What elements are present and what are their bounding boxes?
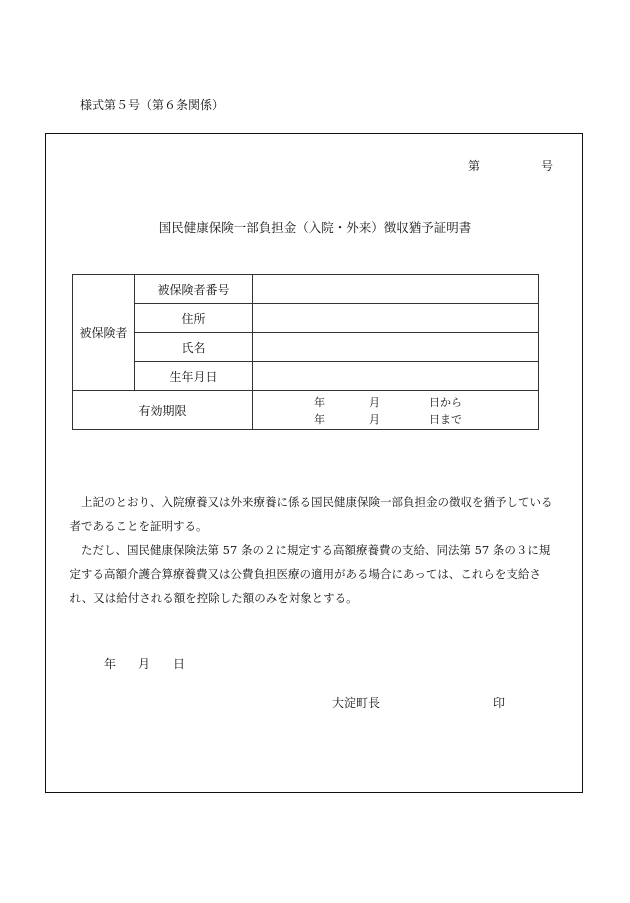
to-month: 月 bbox=[369, 412, 380, 426]
table-row bbox=[73, 275, 539, 304]
from-month: 月 bbox=[369, 395, 380, 409]
row-label-birthdate: 生年月日 bbox=[135, 362, 253, 391]
row-label-name: 氏名 bbox=[135, 333, 253, 362]
table-row bbox=[73, 362, 539, 391]
to-day: 日まで bbox=[429, 412, 462, 426]
date-day: 日 bbox=[173, 657, 186, 671]
from-day: 日から bbox=[429, 395, 462, 409]
date-month: 月 bbox=[138, 657, 151, 671]
certification-text bbox=[69, 490, 553, 610]
validity-period-field[interactable] bbox=[253, 391, 539, 430]
table-row bbox=[73, 304, 539, 333]
to-year: 年 bbox=[314, 412, 325, 426]
name-field[interactable] bbox=[253, 333, 539, 362]
table-row bbox=[73, 391, 539, 430]
row-label-address: 住所 bbox=[135, 304, 253, 333]
insured-number-field[interactable] bbox=[253, 275, 539, 304]
number-suffix: 号 bbox=[541, 159, 554, 173]
validity-from-line bbox=[253, 393, 538, 410]
row-label-insured-number: 被保険者番号 bbox=[135, 275, 253, 304]
form-number-label: 様式第５号（第６条関係） bbox=[80, 98, 225, 112]
address-field[interactable] bbox=[253, 304, 539, 333]
body-paragraph-2: ただし、国民健康保険法第 57 条の２に規定する高額療養費の支給、同法第 57 条の３に規定する高額介護合算療養費又は公費負担医療の適用がある場合にあっては、これらを支給され、又は給付される額を控除した額のみを対象とする。 bbox=[69, 543, 551, 605]
issuer-name: 大淀町長 bbox=[332, 696, 381, 710]
validity-label: 有効期限 bbox=[73, 391, 253, 430]
date-year: 年 bbox=[104, 657, 117, 671]
from-year: 年 bbox=[314, 395, 325, 409]
validity-to-line bbox=[253, 410, 538, 427]
number-prefix: 第 bbox=[468, 159, 481, 173]
birthdate-field[interactable] bbox=[253, 362, 539, 391]
seal-mark: 印 bbox=[493, 696, 506, 710]
insured-group-label: 被保険者 bbox=[73, 275, 135, 391]
document-title: 国民健康保険一部負担金（入院・外来）徴収猶予証明書 bbox=[158, 220, 472, 235]
table-row bbox=[73, 333, 539, 362]
insured-info-table bbox=[72, 274, 539, 430]
body-paragraph-1: 上記のとおり、入院療養又は外来療養に係る国民健康保険一部負担金の徴収を猶予している者であることを証明する。 bbox=[69, 495, 553, 533]
